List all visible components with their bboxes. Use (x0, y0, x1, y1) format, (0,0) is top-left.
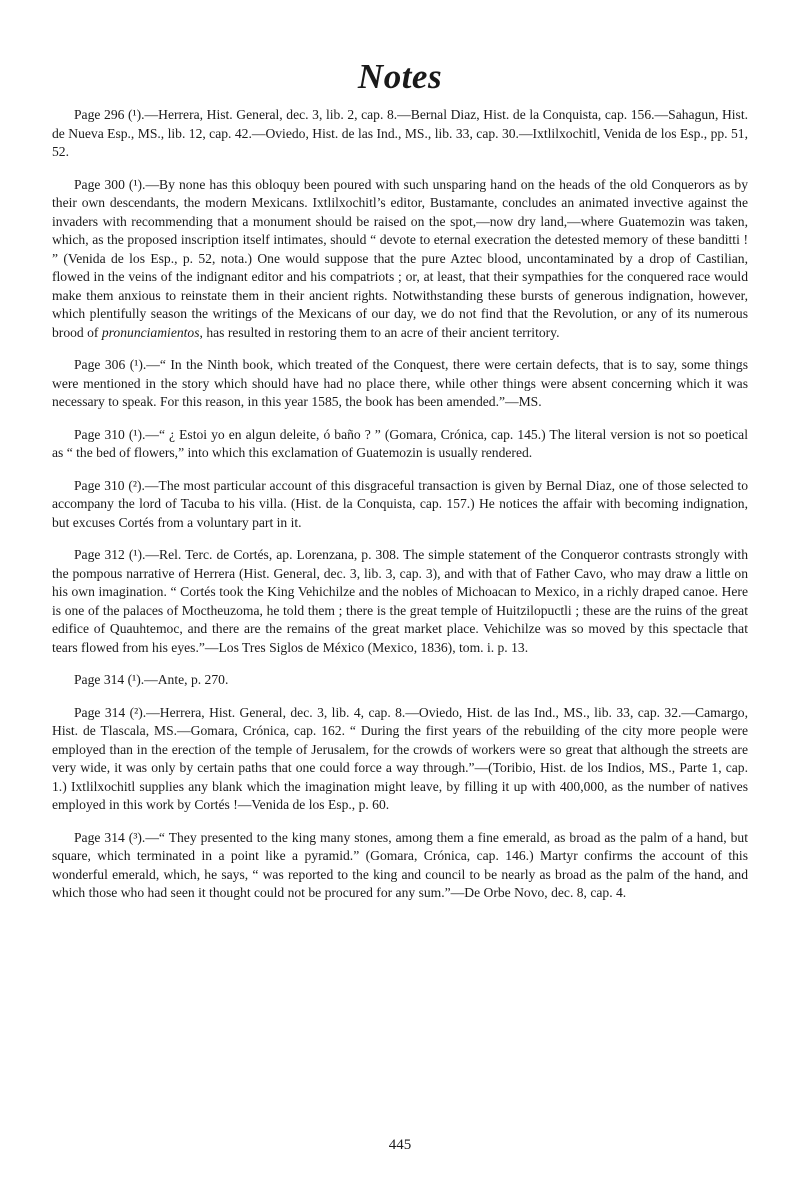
note-page-312-1: Page 312 (¹).—Rel. Terc. de Cortés, ap. Lorenzana, p. 308. The simple statement of the Conqueror contrasts strongly with the pompous narrative of Herrera (Hist. General, dec. 3, lib. 3, cap. 3), and with that of Father Cavo, who may draw a little on his own imagination. “ Cortés took the King Vehichilze and the nobles of Michoacan to Mexico, in a richly draped canoe. Here is one of the palaces of Moctheuzoma, he told them ; there is the great temple of Huitzilopuctli ; these are the ruins of the great edifice of Quauhtemoc, and there are the remains of the great market place. Vehichilze was so moved by this spectacle that tears flowed from his eyes.”—Los Tres Siglos de México (Mexico, 1836), tom. i. p. 13. (52, 547, 748, 655)
note-page-296-1: Page 296 (¹).—Herrera, Hist. General, dec. 3, lib. 2, cap. 8.—Bernal Diaz, Hist. de la Conquista, cap. 156.—Sahagun, Hist. de Nueva Esp., MS., lib. 12, cap. 42.—Oviedo, Hist. de las Ind., MS., lib. 33, cap. 30.—Ixtlilxochitl, Venida de los Esp., pp. 51, 52. (52, 107, 748, 159)
note-page-314-2: Page 314 (²).—Herrera, Hist. General, dec. 3, lib. 4, cap. 8.—Oviedo, Hist. de las Ind., MS., lib. 33, cap. 32.—Camargo, Hist. de Tlascala, MS.—Gomara, Crónica, cap. 162. “ During the first years of the rebuilding of the city more people were employed than in the erection of the temple of Jerusalem, for the crowds of workers were so great that although the streets are very wide, it was only by certain paths that one could force a way through.”—(Toribio, Hist. de los Indios, MS., Parte 1, cap. 1.) Ixtlilxochitl supplies any blank which the imagination might leave, by filling it up with 400,000, as the number of natives employed in this work by Cortés !—Venida de los Esp., p. 60. (52, 704, 748, 812)
note-text-after: , has resulted in restoring them to an acre of their ancient territory. (199, 324, 560, 340)
note-page-300-1 (52, 176, 748, 343)
notes-page (52, 58, 748, 917)
note-page-310-1: Page 310 (¹).—“ ¿ Estoi yo en algun deleite, ó baño ? ” (Gomara, Crónica, cap. 145.) The literal version is not so poetical as “ the bed of flowers,” into which this exclamation of Guatemozin is usually rendered. (52, 426, 748, 460)
note-page-306-1: Page 306 (¹).—“ In the Ninth book, which treated of the Conquest, there were certain defects, that is to say, some things were mentioned in the story which should have had no place there, while other things were absent concerning which it was necessary to speak. For this reason, in this year 1585, the book has been amended.”—MS. (52, 357, 748, 409)
note-page-314-1: Page 314 (¹).—Ante, p. 270. (74, 672, 229, 687)
note-page-310-2: Page 310 (²).—The most particular account of this disgraceful transaction is given by Bernal Diaz, one of those selected to accompany the lord of Tacuba to his villa. (Hist. de la Conquista, cap. 157.) He notices the affair with becoming indignation, but excuses Cortés from a voluntary part in it. (52, 477, 748, 530)
note-page-314-3: Page 314 (³).—“ They presented to the king many stones, among them a fine emerald, as broad as the palm of a hand, but square, which terminated in a point like a pyramid.” (Gomara, Crónica, cap. 146.) Martyr confirms the account of this wonderful emerald, which, he says, “ was reported to the king and council to be nearly as broad as the palm of the hand, and which those who had seen it thought could not be procured for any sum.”—De Orbe Novo, dec. 8, cap. 4. (52, 829, 748, 900)
page-number: 445 (388, 1137, 412, 1153)
page-heading: Notes (357, 57, 443, 96)
note-italic-term: pronunciamientos (101, 324, 200, 340)
note-text-before: Page 300 (¹).—By none has this obloquy been poured with such unsparing hand on the heads of the old Conquerors as by their own descendants, the modern Mexicans. Ixtlilxochitl’s editor, Bustamante, concludes an animated invective against the invaders with recommending that a monument should be raised on the spot,—now dry land,—where Guatemozin was taken, which, as the proposed inscription itself intimates, should “ devote to eternal execration the detested memory of these banditti ! ” (Venida de los Esp., p. 52, nota.) One would suppose that the pure Aztec blood, uncontaminated by a drop of Castilian, flowed in the veins of the indignant editor and his compatriots ; or, at least, that their sympathies for the conquered race would make them anxious to reinstate them in their ancient rights. Notwithstanding these bursts of generous indignation, however, which plentifully season the writings of the Mexicans of our day, we do not find that the Revolution, or any of its numerous brood of (52, 176, 748, 340)
